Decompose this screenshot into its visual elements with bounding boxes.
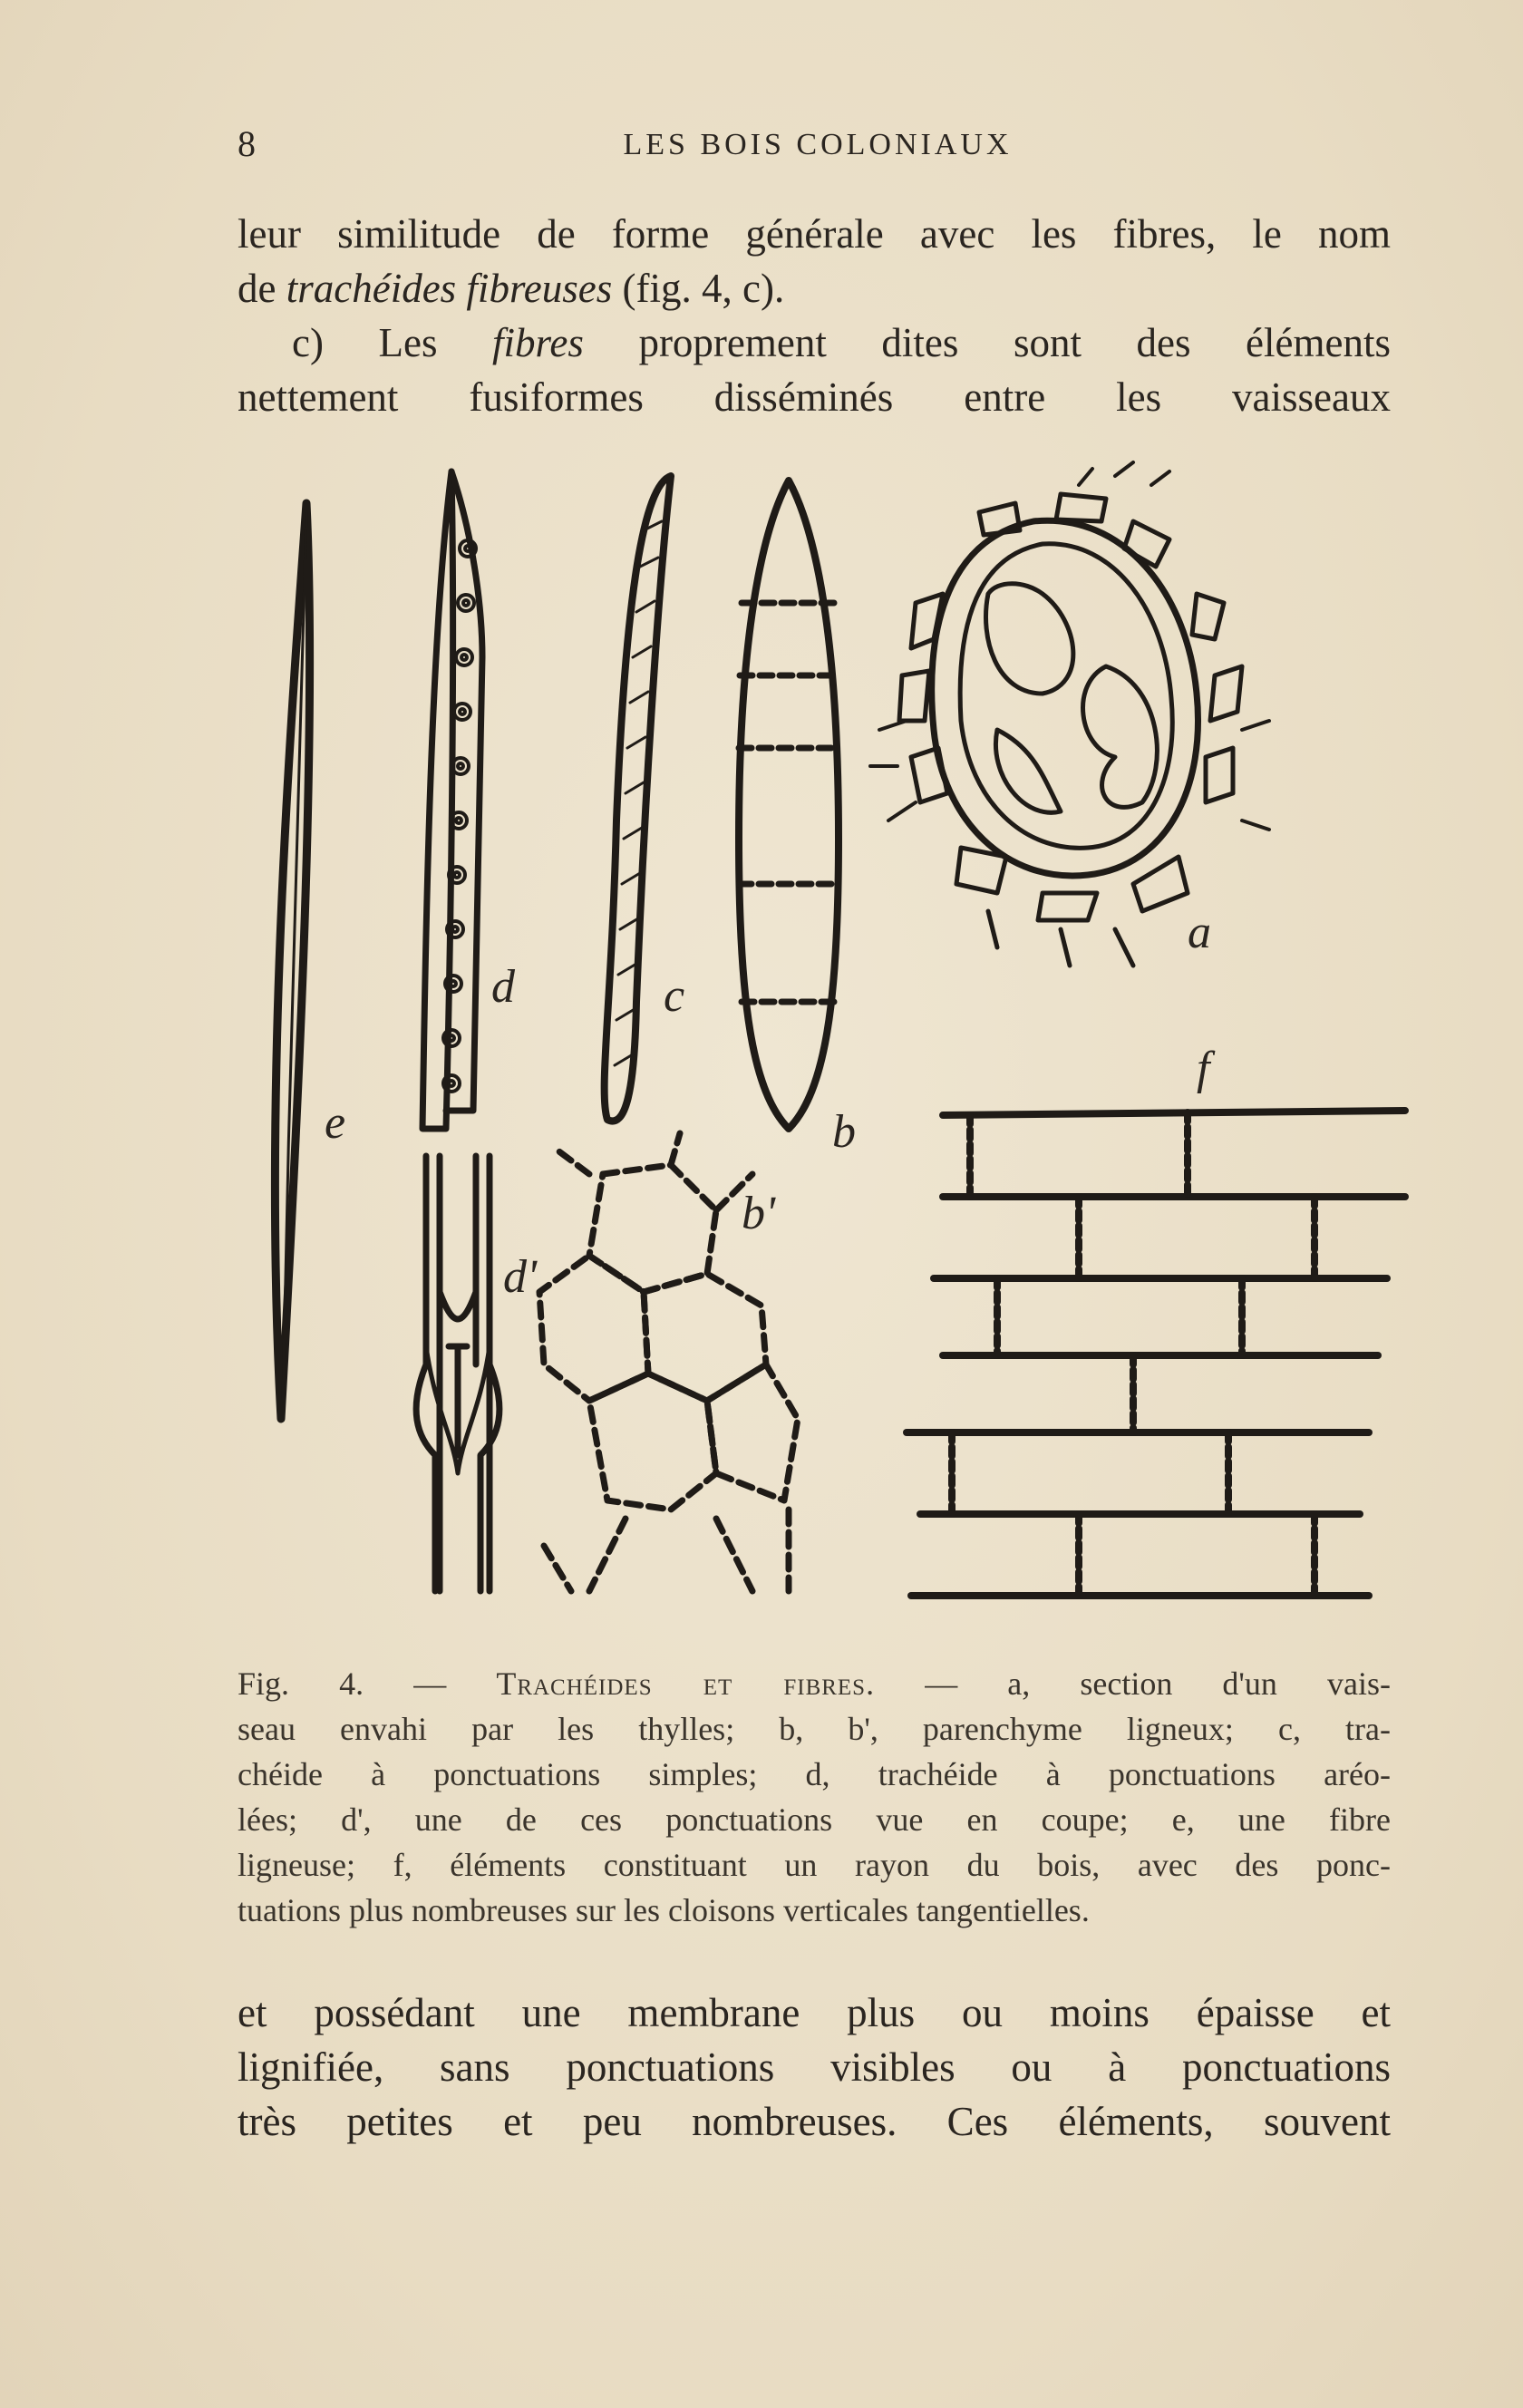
figure-illustration [245, 458, 1414, 1636]
caption-line: Fig. 4. — Trachéides et fibres. — a, section d'un vais- [238, 1665, 1391, 1702]
figure-title: Trachéides et fibres. [496, 1665, 876, 1702]
label-d-prime: d' [503, 1251, 538, 1303]
figure-caption [238, 1661, 1391, 1933]
tracheid-d [422, 471, 482, 1129]
running-head [238, 122, 1398, 168]
ray-f [907, 1111, 1405, 1596]
fibre-e [275, 503, 309, 1419]
tracheid-c [605, 476, 671, 1121]
label-f: f [1197, 1043, 1210, 1094]
label-d: d [491, 961, 515, 1013]
figure-number: Fig. 4. [238, 1665, 364, 1702]
italic-term: trachéides fibreuses [286, 266, 613, 311]
bottom-paragraph [238, 1986, 1391, 2149]
text-line: c) Les fibres proprement dites sont des éléments [292, 320, 1391, 365]
page-number: 8 [238, 123, 256, 164]
text-line: leur similitude de forme générale avec les fibres, le nom [238, 211, 1391, 257]
text-line: nettement fusiformes disséminés entre les vaisseaux [238, 374, 1391, 420]
top-paragraph [238, 207, 1391, 424]
text-line: et possédant une membrane plus ou moins épaisse et [238, 1990, 1391, 2035]
text-line: de trachéides fibreuses (fig. 4, c). [238, 266, 785, 311]
italic-term: fibres [492, 320, 584, 365]
caption-line: seau envahi par les thylles; b, b', parenchyme ligneux; c, tra- [238, 1711, 1391, 1747]
label-a: a [1188, 907, 1211, 958]
text-line: lignifiée, sans ponctuations visibles ou à ponctuations [238, 2044, 1391, 2090]
caption-line: chéide à ponctuations simples; d, trachéide à ponctuations aréo- [238, 1756, 1391, 1792]
label-e: e [325, 1097, 346, 1149]
label-b: b [832, 1106, 856, 1158]
text-line: très petites et peu nombreuses. Ces éléments, souvent [238, 2099, 1391, 2144]
parenchyma-b [739, 481, 839, 1129]
caption-line: ligneuse; f, éléments constituant un rayon du bois, avec des ponc- [238, 1847, 1391, 1883]
caption-line: tuations plus nombreuses sur les cloisons verticales tangentielles. [238, 1892, 1090, 1928]
vessel-a [870, 462, 1269, 966]
pit-section-d-prime [416, 1156, 500, 1591]
caption-line: lées; d', une de ces ponctuations vue en coupe; e, une fibre [238, 1801, 1391, 1838]
label-b-prime: b' [742, 1188, 776, 1239]
running-title: LES BOIS COLONIAUX [623, 128, 1013, 161]
figure-4 [245, 458, 1414, 1636]
label-c: c [664, 970, 685, 1022]
